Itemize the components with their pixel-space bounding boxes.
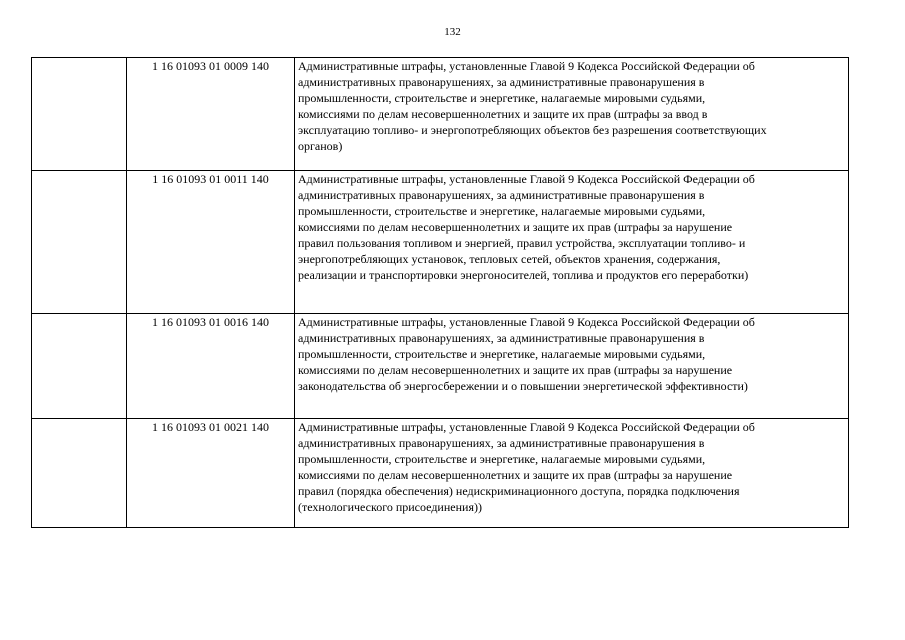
first-column-cell xyxy=(32,419,127,528)
first-column-cell xyxy=(32,171,127,314)
page-number: 132 xyxy=(444,26,461,38)
description-line: Административные штрафы, установленные Главой 9 Кодекса Российской Федерации об xyxy=(298,420,755,434)
code-description xyxy=(295,58,849,171)
first-column-cell xyxy=(32,314,127,419)
description-line: административных правонарушениях, за административные правонарушения в xyxy=(298,188,705,202)
classification-code: 1 16 01093 01 0009 140 xyxy=(127,58,295,171)
description-line: реализации и транспортировки энергоносителей, топлива и продуктов его переработки) xyxy=(298,268,749,282)
description-line: органов) xyxy=(298,139,343,153)
first-column-cell xyxy=(32,58,127,171)
description-line: промышленности, строительстве и энергетике, налагаемые мировыми судьями, xyxy=(298,452,706,466)
description-line: административных правонарушениях, за административные правонарушения в xyxy=(298,331,705,345)
code-description xyxy=(295,314,849,419)
budget-codes-table xyxy=(31,57,849,528)
table-row xyxy=(32,171,849,314)
description-line: промышленности, строительстве и энергетике, налагаемые мировыми судьями, xyxy=(298,347,706,361)
table-body xyxy=(32,58,849,528)
classification-code: 1 16 01093 01 0016 140 xyxy=(127,314,295,419)
table-row xyxy=(32,419,849,528)
description-line: комиссиями по делам несовершеннолетних и защите их прав (штрафы за нарушение xyxy=(298,220,733,234)
description-line: промышленности, строительстве и энергетике, налагаемые мировыми судьями, xyxy=(298,204,706,218)
description-line: административных правонарушениях, за административные правонарушения в xyxy=(298,75,705,89)
code-description xyxy=(295,171,849,314)
code-description xyxy=(295,419,849,528)
description-line: Административные штрафы, установленные Главой 9 Кодекса Российской Федерации об xyxy=(298,172,755,186)
description-line: промышленности, строительстве и энергетике, налагаемые мировыми судьями, xyxy=(298,91,706,105)
description-line: Административные штрафы, установленные Главой 9 Кодекса Российской Федерации об xyxy=(298,59,755,73)
classification-code: 1 16 01093 01 0021 140 xyxy=(127,419,295,528)
classification-code: 1 16 01093 01 0011 140 xyxy=(127,171,295,314)
description-line: Административные штрафы, установленные Главой 9 Кодекса Российской Федерации об xyxy=(298,315,755,329)
description-line: энергопотребляющих установок, тепловых сетей, объектов хранения, содержания, xyxy=(298,252,721,266)
description-line: комиссиями по делам несовершеннолетних и защите их прав (штрафы за ввод в xyxy=(298,107,708,121)
table-row xyxy=(32,58,849,171)
description-line: правил пользования топливом и энергией, правил устройства, эксплуатации топливо- и xyxy=(298,236,746,250)
table-row xyxy=(32,314,849,419)
description-line: эксплуатацию топливо- и энергопотребляющих объектов без разрешения соответствующих xyxy=(298,123,767,137)
description-line: законодательства об энергосбережении и о повышении энергетической эффективности) xyxy=(298,379,748,393)
description-line: (технологического присоединения)) xyxy=(298,500,482,514)
description-line: административных правонарушениях, за административные правонарушения в xyxy=(298,436,705,450)
description-line: правил (порядка обеспечения) недискриминационного доступа, порядка подключения xyxy=(298,484,740,498)
description-line: комиссиями по делам несовершеннолетних и защите их прав (штрафы за нарушение xyxy=(298,363,733,377)
description-line: комиссиями по делам несовершеннолетних и защите их прав (штрафы за нарушение xyxy=(298,468,733,482)
